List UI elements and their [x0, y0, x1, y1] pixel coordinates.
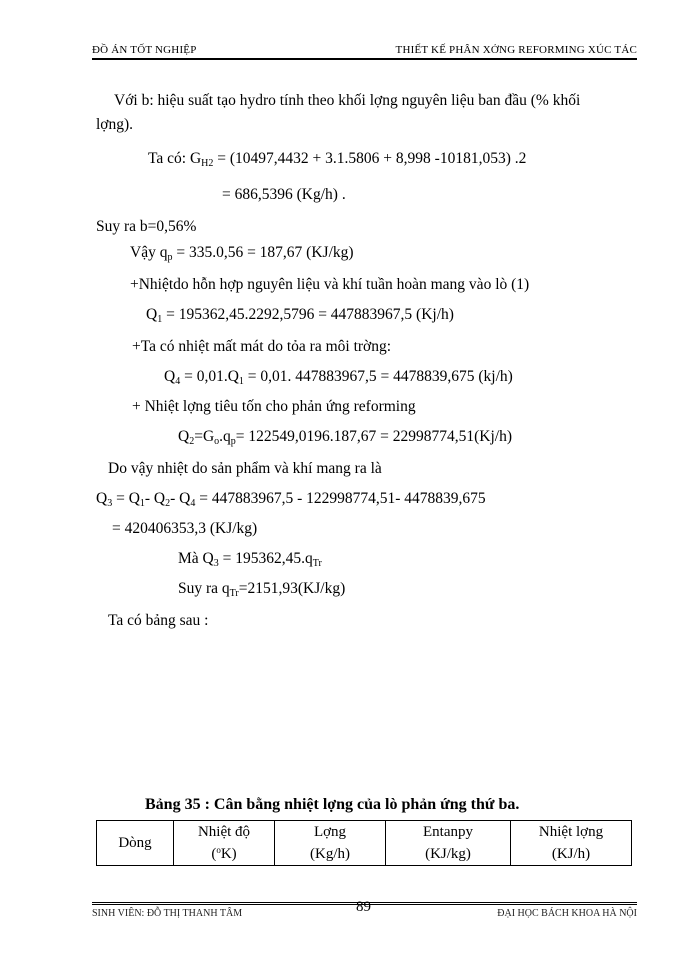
heat-balance-table: [96, 820, 632, 866]
text-line-q2-desc: + Nhiệt lợng tiêu tốn cho phản ứng reforming: [132, 398, 416, 415]
text-line-q4-desc: +Ta có nhiệt mất mát do tỏa ra môi trờng:: [132, 338, 392, 355]
table-header-row: [97, 821, 632, 866]
header-cell-dong: Dòng: [97, 821, 174, 866]
text-line-b: Suy ra b=0,56%: [96, 218, 197, 235]
footer-right: ĐẠI HỌC BÁCH KHOA HÀ NỘI: [497, 908, 637, 919]
header-cell-entanpy: Entanpy (KJ/kg): [386, 821, 511, 866]
equation-q3-qtr: Mà $Q_3 = 195362,45.q_{Tr}$: [178, 550, 322, 569]
equation-qp: Vậy $q_p = 335.0,56 = 187,67$ (KJ/kg): [130, 244, 354, 263]
equation-q4: $Q_4 = 0,01.Q_1 = 0,01$. 447883967,5 = 4478839,675 (kj/h): [164, 368, 513, 387]
header-cell-nhiet-luong: Nhiệt lợng (KJ/h): [511, 821, 632, 866]
text-line-table-intro: Ta có bảng sau :: [108, 612, 209, 629]
equation-gh2: Ta có: $G_{H2} = (10497,4432 + 3.1.5806 + 8,998$ -10181,053) .2: [148, 150, 527, 169]
header-cell-nhiet-do: Nhiệt độ ($^o$K): [174, 821, 275, 866]
footer-left: SINH VIÊN: ĐỖ THỊ THANH TÂM: [92, 908, 243, 919]
page-footer: [92, 899, 637, 925]
text-line-q1-desc: +Nhiệtdo hỗn hợp nguyên liệu và khí tuần hoàn mang vào lò (1): [130, 276, 530, 293]
equation-gh2-result: = 686,5396 (Kg/h) .: [222, 186, 346, 203]
text-line-2: lợng).: [96, 116, 134, 133]
text-line-q3-desc: Do vậy nhiệt do sản phẩm và khí mang ra là: [108, 460, 382, 477]
equation-q1: $Q_1 = 195362,45.2292,5796 = 447883967,5$ (Kj/h): [146, 306, 454, 325]
equation-q2: $Q_2=G_o.q_p= 122549,0196.187,67 = 22998774,51(Kj/h)$: [178, 428, 513, 447]
table-caption: Bảng 35 : Cân bằng nhiệt lợng của lò phản ứng thứ ba.: [145, 796, 520, 813]
equation-q3: $Q_3 = Q_1-$ $Q_2-$ $Q_4 = 447883967,5 - 122998774,51-$ 4478839,675: [96, 490, 486, 509]
equation-q3-result: = 420406353,3 (KJ/kg): [112, 520, 258, 537]
page-header: [92, 42, 637, 60]
page-number: 89: [356, 899, 371, 915]
equation-qtr: Suy ra $q_{Tr}=2151,93(KJ/kg)$: [178, 580, 346, 599]
header-cell-luong: Lợng (Kg/h): [275, 821, 386, 866]
header-left: ĐỒ ÁN TỐT NGHIỆP: [92, 44, 197, 56]
header-right: THIẾT KẾ PHÂN XỞNG REFORMING XÚC TÁC: [395, 44, 637, 56]
text-line-1: Với b: hiệu suất tạo hydro tính theo khối lợng nguyên liệu ban đầu (% khối: [114, 92, 581, 109]
